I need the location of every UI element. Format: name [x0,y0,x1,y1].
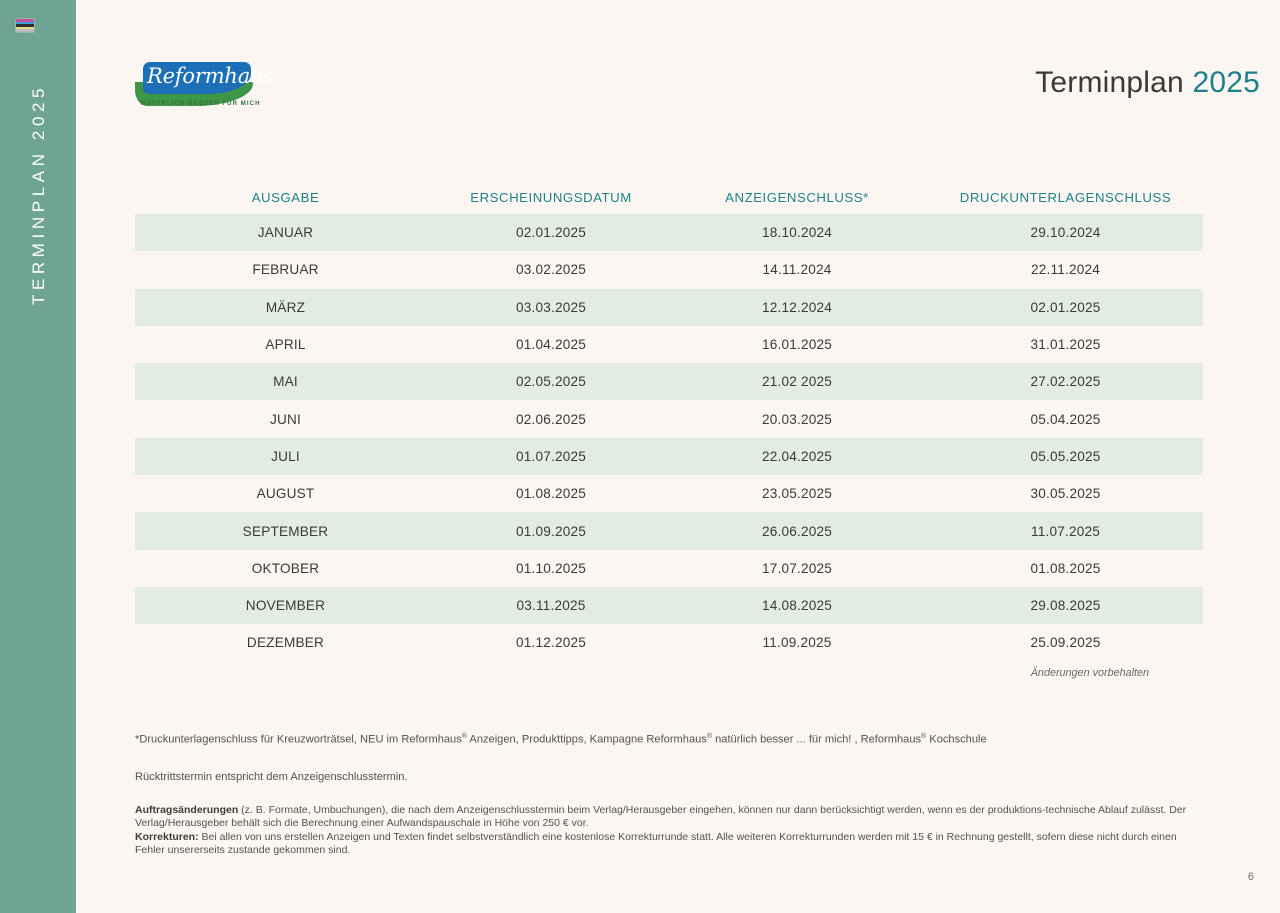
cell-anzeigenschluss: 18.10.2024 [761,225,833,241]
cell-ausgabe: MÄRZ [265,299,306,315]
table-row [135,251,1203,288]
cell-ausgabe: JUNI [269,411,301,427]
cell-druckunterlagenschluss: 29.08.2025 [1030,598,1101,614]
cell-anzeigenschluss: 14.11.2024 [762,262,832,278]
page-title [1035,66,1260,100]
table-row [135,326,1203,363]
cell-ausgabe: JULI [271,448,300,464]
cell-erscheinungsdatum: 01.08.2025 [515,486,587,502]
table-row [135,289,1203,326]
cell-erscheinungsdatum: 01.04.2025 [515,337,587,353]
column-header-druckunterlagenschluss: DRUCKUNTERLAGENSCHLUSS [959,189,1172,205]
page-title-main: Terminplan [1035,66,1184,99]
footnote-korrekturen-text: Bei allen von uns erstellen Anzeigen und Texten findet selbstverständlich eine kostenlose Korrekturrunde statt. Alle weiteren Korrekturrunden werden mit 15 € in Rechnung gestellt, sofern diese nicht durch einen Fehler unsererseits zustande gekommen sind. [135,830,1177,856]
page-content [76,0,1280,913]
cell-erscheinungsdatum: 01.07.2025 [515,448,587,464]
table-row [135,475,1203,512]
table-row [135,363,1203,400]
cell-ausgabe: APRIL [265,337,306,353]
cell-ausgabe: DEZEMBER [246,635,325,651]
cell-erscheinungsdatum: 01.09.2025 [515,523,587,539]
cell-erscheinungsdatum: 01.12.2025 [515,635,587,651]
footnote-auftrag-text: (z. B. Formate, Umbuchungen), die nach dem Anzeigenschlusstermin beim Verlag/Herausgeber eingehen, können nur dann berücksichtigt werden, wenn es der produktions-technische Ablauf zulässt. Der Verlag/Herausgeber behält sich die Berechnung einer Aufwandspauschale in Höhe von 250 € vor. [135,804,1187,830]
column-header-anzeigenschluss: ANZEIGENSCHLUSS* [725,189,869,205]
color-stripes-icon [16,19,34,32]
table-row [135,624,1203,661]
cell-anzeigenschluss: 23.05.2025 [761,486,833,502]
column-header-erscheinungsdatum: ERSCHEINUNGSDATUM [470,189,632,205]
sidebar-vertical-title: TERMINPLAN 2025 [29,83,48,305]
cell-druckunterlagenschluss: 29.10.2024 [1030,225,1101,241]
table-row [135,550,1203,587]
cell-erscheinungsdatum: 03.02.2025 [515,262,587,278]
cell-ausgabe: AUGUST [256,486,315,502]
cell-erscheinungsdatum: 03.11.2025 [516,598,586,614]
table-row [135,214,1203,251]
changes-reserved-note: Änderungen vorbehalten [1030,667,1149,679]
table-body [135,214,1203,662]
cell-erscheinungsdatum: 01.10.2025 [515,560,587,576]
cell-ausgabe: MAI [273,374,298,390]
footnote-auftrag-label: Auftragsänderungen [135,804,239,816]
cell-ausgabe: JANUAR [257,225,314,241]
cell-erscheinungsdatum: 02.01.2025 [515,225,587,241]
cell-erscheinungsdatum: 02.05.2025 [515,374,587,390]
page-number: 6 [1247,871,1254,883]
left-sidebar [0,0,76,913]
cell-anzeigenschluss: 14.08.2025 [761,598,833,614]
cell-erscheinungsdatum: 03.03.2025 [515,299,587,315]
cell-druckunterlagenschluss: 01.08.2025 [1030,560,1101,576]
cell-druckunterlagenschluss: 27.02.2025 [1030,374,1101,390]
footnote-asterisk [135,729,1215,748]
table-header-row [135,180,1203,214]
cell-druckunterlagenschluss: 30.05.2025 [1030,486,1101,502]
cell-druckunterlagenschluss: 05.05.2025 [1030,448,1101,464]
cell-druckunterlagenschluss: 25.09.2025 [1030,635,1101,651]
cell-anzeigenschluss: 20.03.2025 [761,411,833,427]
cell-anzeigenschluss: 26.06.2025 [761,523,833,539]
cell-anzeigenschluss: 21.02 2025 [761,374,833,390]
column-header-ausgabe: AUSGABE [251,189,320,205]
registered-mark-icon: ® [706,733,713,740]
footnote-asterisk-part4: Kochschule [926,733,987,746]
footnote-auftrag [135,804,1208,831]
footnote-korrekturen [135,831,1208,858]
cell-druckunterlagenschluss: 22.11.2024 [1030,262,1101,278]
cell-ausgabe: NOVEMBER [245,598,326,614]
cell-anzeigenschluss: 16.01.2025 [761,337,833,353]
cell-anzeigenschluss: 11.09.2025 [762,635,832,651]
schedule-table [135,180,1203,662]
registered-mark-icon: ® [921,733,927,740]
cell-anzeigenschluss: 12.12.2024 [761,299,833,315]
cell-druckunterlagenschluss: 31.01.2025 [1030,337,1101,353]
table-row [135,587,1203,624]
table-row [135,438,1203,475]
table-row [135,400,1203,437]
cell-anzeigenschluss: 17.07.2025 [761,560,833,576]
footnote-asterisk-part2: Anzeigen, Produkttipps, Kampagne Reformhaus [466,733,707,746]
page-title-year: 2025 [1192,66,1260,99]
cell-ausgabe: FEBRUAR [252,262,319,278]
cell-ausgabe: OKTOBER [251,560,320,576]
reformhaus-logo [135,62,274,112]
footnote-korrekturen-label: Korrekturen: [135,830,199,843]
footnote-terms-block [135,804,1208,857]
logo-wordmark: Reformhaus [147,64,274,88]
cell-druckunterlagenschluss: 02.01.2025 [1030,299,1101,315]
cell-druckunterlagenschluss: 05.04.2025 [1030,411,1101,427]
cell-druckunterlagenschluss: 11.07.2025 [1030,523,1101,539]
footnote-ruecktritt: Rücktrittstermin entspricht dem Anzeigenschlusstermin. [135,771,408,783]
footnote-asterisk-part3: natürlich besser ... für mich! , Reformhaus [712,733,922,746]
cell-ausgabe: SEPTEMBER [242,523,329,539]
registered-mark-icon: ® [461,733,467,740]
logo-claim: NATÜRLICH BESSER FÜR MICH [141,100,261,107]
cell-anzeigenschluss: 22.04.2025 [761,448,833,464]
footnote-asterisk-part1: *Druckunterlagenschluss für Kreuzworträtsel, NEU im Reformhaus [135,733,462,746]
table-row [135,512,1203,549]
cell-erscheinungsdatum: 02.06.2025 [515,411,587,427]
